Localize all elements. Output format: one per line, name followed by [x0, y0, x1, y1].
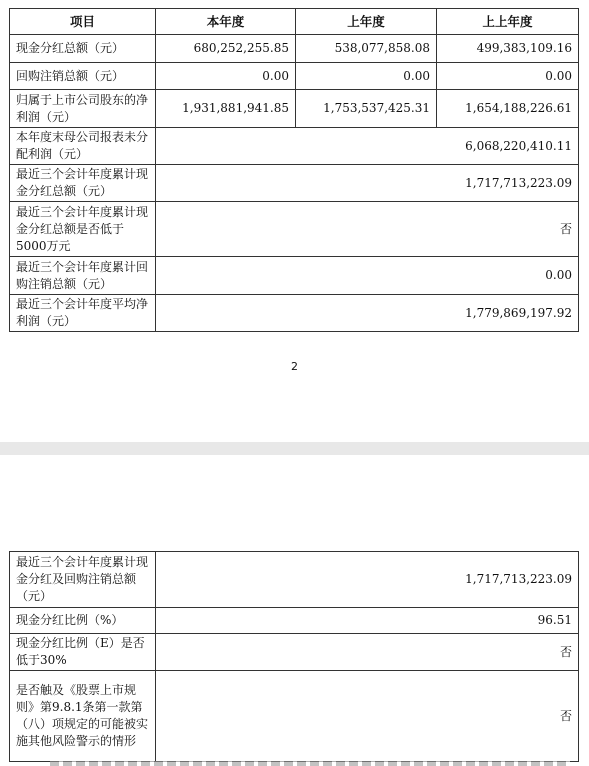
row-label: 最近三个会计年度平均净利润（元）	[10, 295, 156, 332]
row-label: 最近三个会计年度累计现金分红总额是否低于5000万元	[10, 202, 156, 257]
page-separator	[0, 442, 589, 455]
summary-row	[10, 671, 579, 762]
row-label: 最近三个会计年度累计现金分红及回购注销总额（元）	[10, 552, 156, 608]
table-row	[10, 35, 579, 63]
cell-this-year: 0.00	[156, 63, 296, 90]
summary-value: 1,717,713,223.09	[156, 165, 579, 202]
table-header-row	[10, 9, 579, 35]
summary-value: 否	[156, 671, 579, 762]
row-label: 归属于上市公司股东的净利润（元）	[10, 90, 156, 128]
table-row	[10, 90, 579, 128]
row-label: 现金分红比例（E）是否低于30%	[10, 634, 156, 671]
header-last-year: 上年度	[296, 9, 437, 35]
dividend-ratio-table	[9, 551, 579, 762]
page-number: 2	[291, 360, 298, 373]
cell-year-before-last: 0.00	[437, 63, 579, 90]
row-label: 现金分红比例（%）	[10, 608, 156, 634]
cell-last-year: 538,077,858.08	[296, 35, 437, 63]
cell-last-year: 1,753,537,425.31	[296, 90, 437, 128]
summary-row	[10, 295, 579, 332]
header-this-year: 本年度	[156, 9, 296, 35]
row-label: 回购注销总额（元）	[10, 63, 156, 90]
row-label: 本年度末母公司报表未分配利润（元）	[10, 128, 156, 165]
table-row	[10, 63, 579, 90]
summary-value: 1,717,713,223.09	[156, 552, 579, 608]
summary-row	[10, 257, 579, 295]
summary-value: 0.00	[156, 257, 579, 295]
summary-row	[10, 202, 579, 257]
cell-this-year: 680,252,255.85	[156, 35, 296, 63]
summary-value: 6,068,220,410.11	[156, 128, 579, 165]
summary-value: 否	[156, 202, 579, 257]
summary-value: 96.51	[156, 608, 579, 634]
dividend-summary-table	[9, 8, 579, 332]
summary-row	[10, 634, 579, 671]
summary-row	[10, 128, 579, 165]
header-item: 项目	[10, 9, 156, 35]
cell-year-before-last: 1,654,188,226.61	[437, 90, 579, 128]
cell-last-year: 0.00	[296, 63, 437, 90]
summary-row	[10, 552, 579, 608]
cell-this-year: 1,931,881,941.85	[156, 90, 296, 128]
cut-off-text-line	[50, 761, 570, 766]
row-label: 最近三个会计年度累计回购注销总额（元）	[10, 257, 156, 295]
header-year-before-last: 上上年度	[437, 9, 579, 35]
summary-value: 否	[156, 634, 579, 671]
row-label: 是否触及《股票上市规则》第9.8.1条第一款第（八）项规定的可能被实施其他风险警示的情形	[10, 671, 156, 762]
cell-year-before-last: 499,383,109.16	[437, 35, 579, 63]
summary-row	[10, 165, 579, 202]
summary-value: 1,779,869,197.92	[156, 295, 579, 332]
row-label: 现金分红总额（元）	[10, 35, 156, 63]
row-label: 最近三个会计年度累计现金分红总额（元）	[10, 165, 156, 202]
summary-row	[10, 608, 579, 634]
